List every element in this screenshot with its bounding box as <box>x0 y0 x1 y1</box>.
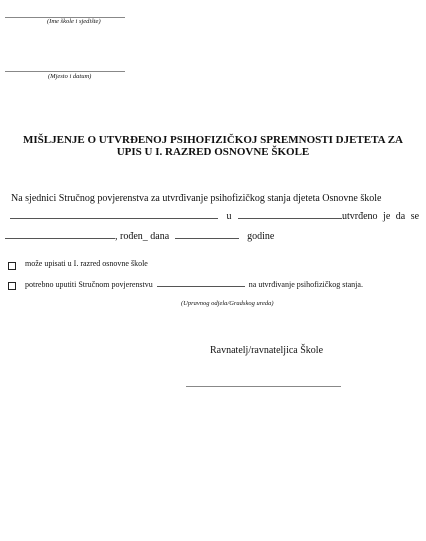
place-date-line[interactable] <box>5 71 125 72</box>
body-line-3 <box>5 230 274 242</box>
utvrdeno-text: utvrđeno je da se <box>342 211 420 222</box>
school-caption: (Ime škole i sjedište) <box>47 18 101 25</box>
u-text: u <box>226 211 232 222</box>
child-name-blank[interactable] <box>5 230 115 239</box>
option-refer-line <box>25 279 363 289</box>
school-blank[interactable] <box>10 210 218 219</box>
option-refer-checkbox[interactable] <box>8 282 16 290</box>
body-line-2 <box>10 210 419 222</box>
place-blank[interactable] <box>238 210 342 219</box>
godine-text: godine <box>247 231 275 242</box>
roden-text: , rođen_ dana <box>115 231 170 242</box>
option-refer-label: potrebno uputiti Stručnom povjerenstvu <box>25 280 153 289</box>
office-caption: (Upravnog odjela/Gradskog ureda) <box>181 300 274 307</box>
option-refer-suffix: na utvrđivanje psihofizičkog stanja. <box>248 280 363 289</box>
signature-label: Ravnatelj/ravnateljica Škole <box>210 345 324 356</box>
document-title-line1: MIŠLJENJE O UTVRĐENOJ PSIHOFIZIČKOJ SPREMNOSTI DJETETA ZA <box>23 134 403 146</box>
document-title-line2: UPIS U I. RAZRED OSNOVNE ŠKOLE <box>116 146 310 158</box>
place-date-caption: (Mjesto i datum) <box>48 73 92 80</box>
option-enroll-checkbox[interactable] <box>8 262 16 270</box>
option-enroll-label: može upisati u I. razred osnovne škole <box>25 259 148 268</box>
intro-text: Na sjednici Stručnog povjerenstva za utvrđivanje psihofizičkog stanja djeteta Osnovne škole <box>11 193 382 204</box>
signature-line[interactable] <box>186 386 341 387</box>
birth-date-blank[interactable] <box>175 230 239 239</box>
committee-blank[interactable] <box>157 279 245 287</box>
